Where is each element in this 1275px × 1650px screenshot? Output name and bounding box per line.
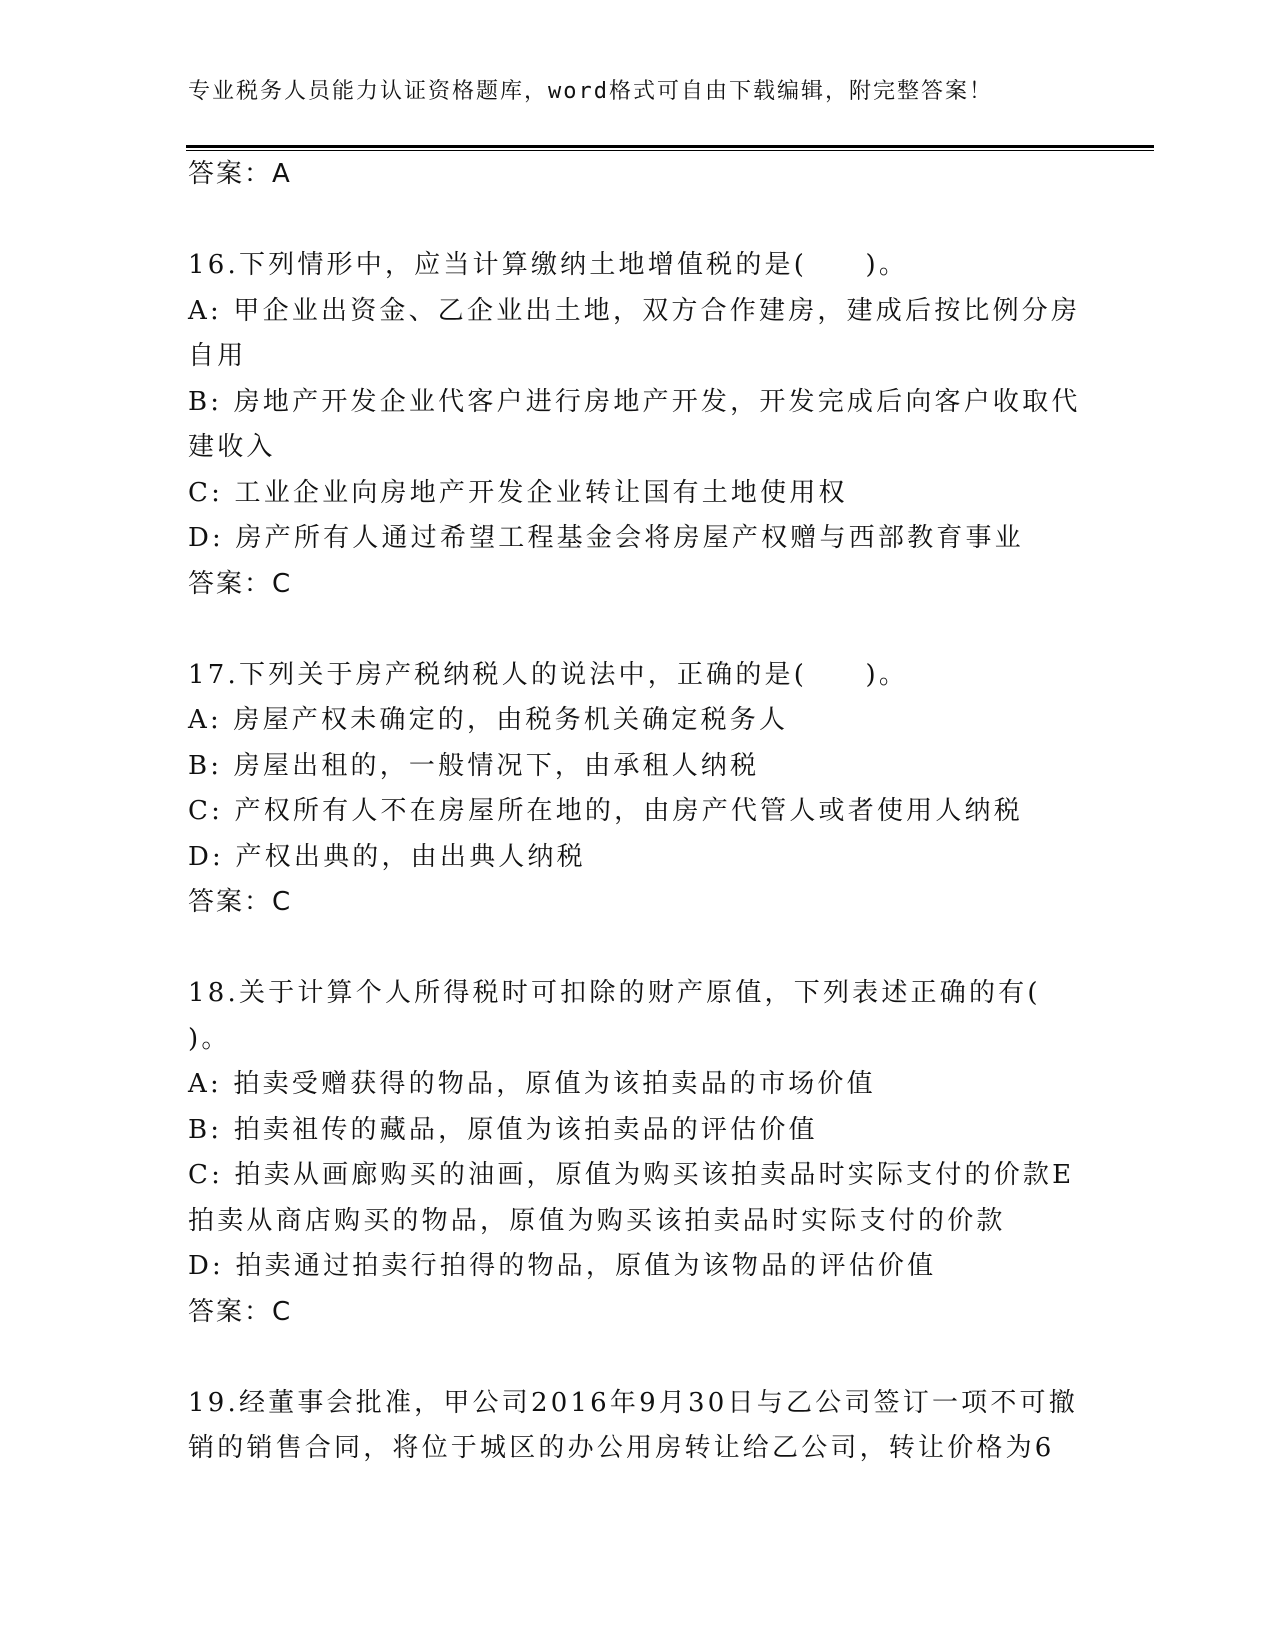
question-block <box>188 971 1088 1381</box>
option-line: 建收入 <box>188 432 276 462</box>
page-header-text: 专业税务人员能力认证资格题库，word格式可自由下载编辑，附完整答案！ <box>188 79 993 104</box>
option-line: A: 甲企业出资金、乙企业出土地，双方合作建房，建成后按比例分房 <box>188 295 1081 326</box>
answer-line: 答案：C <box>188 1296 293 1327</box>
question-block <box>188 243 1088 653</box>
question-stem: 19.经董事会批准，甲公司2016年9月30日与乙公司签订一项不可撤 <box>188 1387 1078 1418</box>
header-divider-thin <box>186 150 1154 151</box>
option-line: D: 产权出典的，由出典人纳税 <box>188 841 586 872</box>
answer-line: 答案：C <box>188 568 293 599</box>
option-line: C: 工业企业向房地产开发企业转让国有土地使用权 <box>188 477 848 508</box>
question-block <box>188 1381 1088 1472</box>
option-line: B: 拍卖祖传的藏品，原值为该拍卖品的评估价值 <box>188 1114 818 1145</box>
answer-line: 答案：C <box>188 887 293 917</box>
previous-answer: 答案：A <box>188 159 292 189</box>
option-line: 拍卖从商店购买的物品，原值为购买该拍卖品时实际支付的价款 <box>188 1205 1006 1236</box>
question-stem: 17.下列关于房产税纳税人的说法中，正确的是( )。 <box>188 659 909 690</box>
question-list <box>188 243 1088 1472</box>
option-line: A: 房屋产权未确定的，由税务机关确定税务人 <box>188 705 789 735</box>
option-line: B: 房地产开发企业代客户进行房地产开发，开发完成后向客户收取代 <box>188 386 1081 417</box>
question-stem: 18.关于计算个人所得税时可扣除的财产原值，下列表述正确的有( <box>188 978 1041 1008</box>
option-line: C: 产权所有人不在房屋所在地的，由房产代管人或者使用人纳税 <box>188 796 1023 826</box>
option-line: C: 拍卖从画廊购买的油画，原值为购买该拍卖品时实际支付的价款E <box>188 1160 1075 1190</box>
question-stem: )。 <box>188 1023 231 1054</box>
option-line: D: 房产所有人通过希望工程基金会将房屋产权赠与西部教育事业 <box>188 523 1024 553</box>
option-line: D: 拍卖通过拍卖行拍得的物品，原值为该物品的评估价值 <box>188 1251 937 1281</box>
header-divider-thick <box>186 145 1154 148</box>
option-line: A: 拍卖受赠获得的物品，原值为该拍卖品的市场价值 <box>188 1069 876 1099</box>
question-block <box>188 653 1088 972</box>
document-body <box>188 152 1088 1472</box>
question-stem: 16.下列情形中，应当计算缴纳土地增值税的是( )。 <box>188 250 909 280</box>
option-line: B: 房屋出租的，一般情况下，由承租人纳税 <box>188 750 760 781</box>
option-line: 自用 <box>188 341 247 371</box>
question-stem: 销的销售合同，将位于城区的办公用房转让给乙公司，转让价格为6 <box>188 1433 1055 1463</box>
